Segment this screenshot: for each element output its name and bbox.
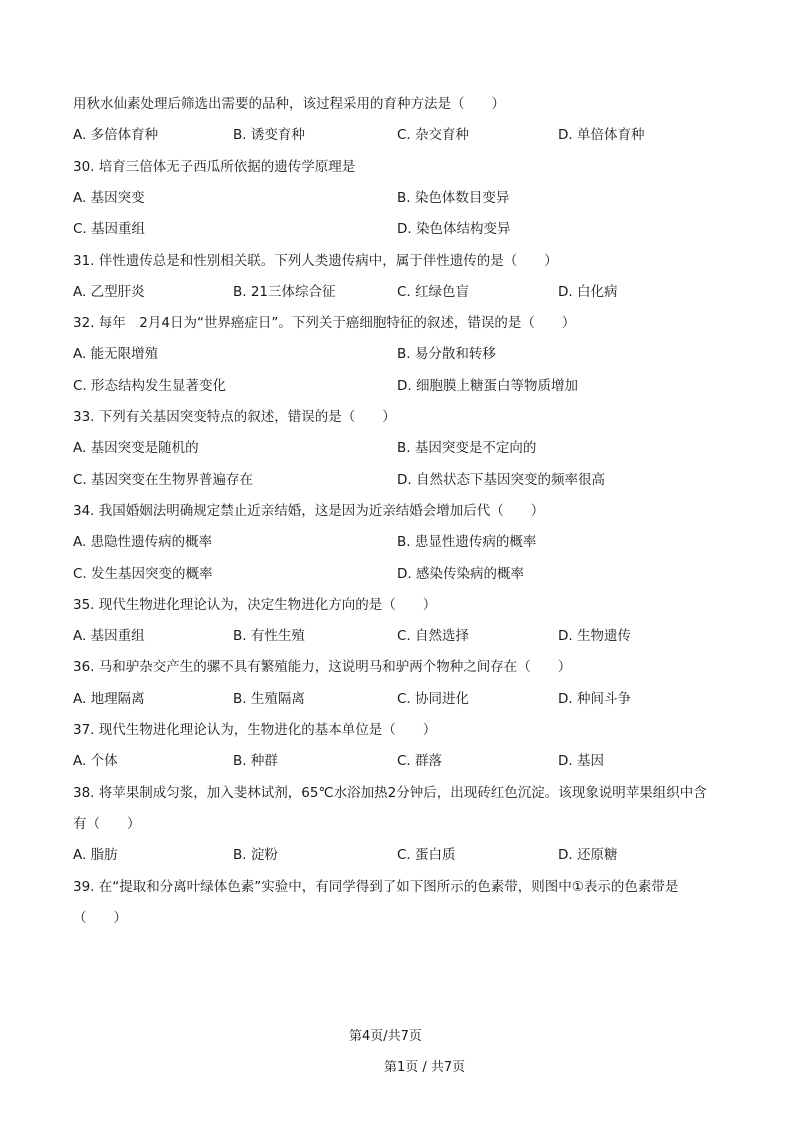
outer-page-number: 第1页 / 共7页 — [384, 1060, 466, 1075]
answer-option: C. 基因突变在生物界普遍存在 — [73, 471, 254, 488]
answer-option: A. 基因重组 — [73, 628, 145, 645]
answer-option: D. 还原糖 — [558, 847, 618, 864]
answer-option: C. 形态结构发生显著变化 — [73, 377, 227, 394]
answer-option: D. 染色体结构变异 — [397, 221, 511, 238]
question-text: 35. 现代生物进化理论认为，决定生物进化方向的是（ ） — [73, 596, 437, 613]
answer-option: B. 21三体综合征 — [233, 283, 336, 300]
answer-options-row — [73, 219, 753, 239]
answer-option: D. 感染传染病的概率 — [397, 565, 524, 582]
answer-option: B. 种群 — [233, 753, 278, 770]
question-text: 31. 伴性遗传总是和性别相关联。下列人类遗传病中，属于伴性遗传的是（ ） — [73, 252, 558, 269]
answer-options-row — [73, 125, 753, 145]
answer-option: A. 个体 — [73, 753, 118, 770]
answer-option: A. 能无限增殖 — [73, 346, 159, 363]
answer-option: A. 基因突变 — [73, 189, 145, 206]
answer-option: A. 乙型肝炎 — [73, 283, 145, 300]
question-text: （ ） — [73, 909, 127, 926]
answer-options-row — [73, 845, 753, 865]
answer-option: A. 多倍体育种 — [73, 127, 159, 144]
answer-option: D. 基因 — [558, 753, 604, 770]
answer-option: B. 生殖隔离 — [233, 690, 305, 707]
answer-option: C. 杂交育种 — [397, 127, 470, 144]
answer-option: B. 患显性遗传病的概率 — [397, 534, 537, 551]
inner-page-number: 第4页/共7页 — [349, 1029, 422, 1044]
answer-option: C. 自然选择 — [397, 628, 470, 645]
answer-option: A. 脂肪 — [73, 847, 118, 864]
answer-option: B. 有性生殖 — [233, 628, 305, 645]
answer-option: D. 生物遗传 — [558, 628, 631, 645]
answer-option: D. 细胞膜上糖蛋白等物质增加 — [397, 377, 578, 394]
answer-option: C. 蛋白质 — [397, 847, 456, 864]
question-text: 38. 将苹果制成匀浆，加入斐林试剂，65℃水浴加热2分钟后，出现砖红色沉淀。该现象说明苹果组织中含 — [73, 784, 707, 801]
answer-option: C. 群落 — [397, 753, 443, 770]
answer-option: A. 患隐性遗传病的概率 — [73, 534, 213, 551]
question-text: 34. 我国婚姻法明确规定禁止近亲结婚，这是因为近亲结婚会增加后代（ ） — [73, 502, 545, 519]
answer-options-row — [73, 344, 753, 364]
answer-option: B. 基因突变是不定向的 — [397, 440, 537, 457]
answer-option: C. 发生基因突变的概率 — [73, 565, 213, 582]
answer-options-row — [73, 470, 753, 490]
answer-option: C. 基因重组 — [73, 221, 146, 238]
answer-options-row — [73, 376, 753, 396]
question-text: 用秋水仙素处理后筛选出需要的品种，该过程采用的育种方法是（ ） — [73, 96, 505, 112]
answer-options-row — [73, 188, 753, 208]
answer-option: A. 地理隔离 — [73, 690, 145, 707]
answer-option: B. 诱变育种 — [233, 127, 305, 144]
answer-option: D. 自然状态下基因突变的频率很高 — [397, 471, 605, 488]
question-text: 30. 培育三倍体无子西瓜所依据的遗传学原理是 — [73, 158, 356, 175]
answer-option: D. 种间斗争 — [558, 690, 631, 707]
answer-option: B. 染色体数目变异 — [397, 189, 510, 206]
answer-option: D. 白化病 — [558, 283, 618, 300]
answer-option: C. 协同进化 — [397, 690, 470, 707]
answer-option: B. 易分散和转移 — [397, 346, 496, 363]
answer-option: D. 单倍体育种 — [558, 127, 645, 144]
question-text: 33. 下列有关基因突变特点的叙述，错误的是（ ） — [73, 409, 396, 425]
answer-options-row — [73, 689, 753, 709]
question-text: 37. 现代生物进化理论认为，生物进化的基本单位是（ ） — [73, 722, 437, 738]
answer-options-row — [73, 282, 753, 302]
answer-option: C. 红绿色盲 — [397, 283, 470, 300]
answer-options-row — [73, 532, 753, 552]
answer-option: A. 基因突变是随机的 — [73, 440, 199, 457]
answer-options-row — [73, 626, 753, 646]
question-text: 36. 马和驴杂交产生的骡不具有繁殖能力，这说明马和驴两个物种之间存在（ ） — [73, 659, 572, 676]
answer-options-row — [73, 564, 753, 584]
answer-option: B. 淀粉 — [233, 847, 278, 864]
question-text: 39. 在“提取和分离叶绿体色素”实验中，有同学得到了如下图所示的色素带，则图中①表示的色素带是 — [73, 878, 679, 895]
answer-options-row — [73, 438, 753, 458]
answer-options-row — [73, 751, 753, 771]
question-text: 有（ ） — [73, 815, 141, 832]
question-text: 32. 每年 2月4日为“世界癌症日”。下列关于癌细胞特征的叙述，错误的是（ ） — [73, 315, 576, 332]
